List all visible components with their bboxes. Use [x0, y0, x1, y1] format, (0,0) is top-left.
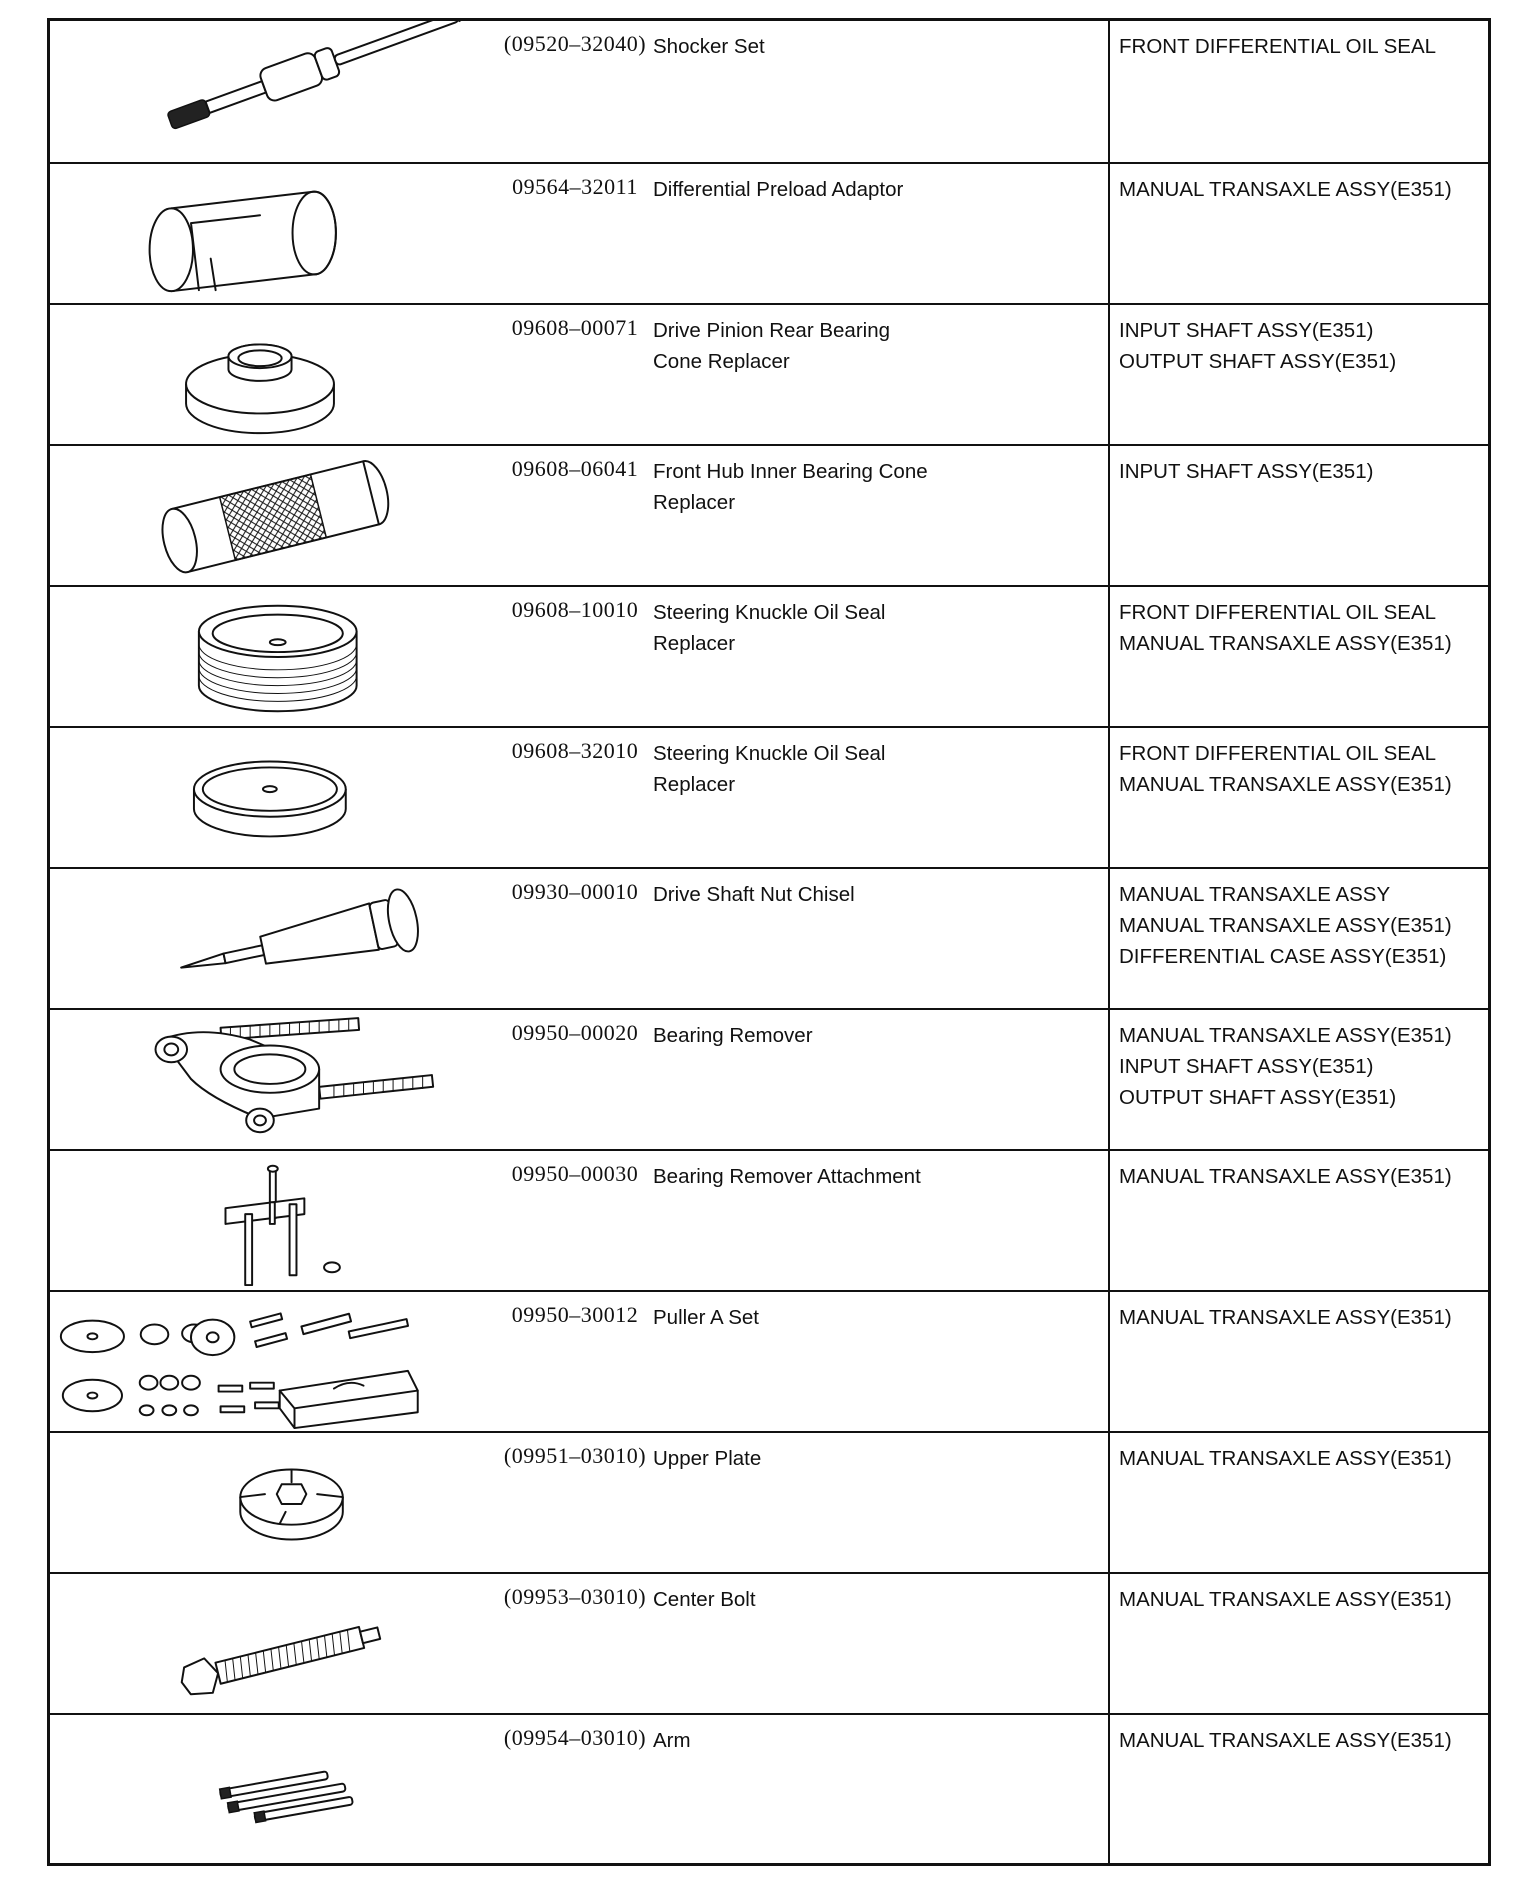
table-row: [50, 21, 1488, 162]
column-divider: [1108, 869, 1110, 1008]
table-row: [50, 867, 1488, 1008]
stepped-ring-icon: [50, 305, 470, 444]
usage-list: [1119, 1584, 1491, 1615]
part-number: (09954–03010): [503, 1725, 647, 1750]
knurled-cylinder-icon: [50, 446, 470, 585]
tool-name: Upper Plate: [653, 1447, 762, 1470]
puller-kit-icon: [50, 1292, 470, 1431]
threaded-cup-icon: [50, 587, 470, 726]
usage-item: MANUAL TRANSAXLE ASSY(E351): [1119, 1729, 1452, 1752]
table-row: [50, 585, 1488, 726]
usage-item: DIFFERENTIAL CASE ASSY(E351): [1119, 945, 1447, 968]
table-row: [50, 1572, 1488, 1713]
usage-list: [1119, 1161, 1491, 1192]
column-divider: [1108, 1433, 1110, 1572]
column-divider: [1108, 587, 1110, 726]
usage-list: [1119, 1020, 1491, 1113]
usage-item: FRONT DIFFERENTIAL OIL SEAL: [1119, 742, 1437, 765]
usage-item: OUTPUT SHAFT ASSY(E351): [1119, 1086, 1397, 1109]
tool-name: Arm: [653, 1729, 691, 1752]
usage-item: INPUT SHAFT ASSY(E351): [1119, 460, 1374, 483]
usage-list: [1119, 738, 1491, 800]
usage-list: [1119, 1443, 1491, 1474]
column-divider: [1108, 1151, 1110, 1290]
table-row: [50, 1290, 1488, 1431]
part-number: (09953–03010): [503, 1584, 647, 1609]
part-number: (09951–03010): [503, 1443, 647, 1468]
tool-name: Front Hub Inner Bearing Cone Replacer: [653, 460, 928, 514]
tool-name: Differential Preload Adaptor: [653, 178, 904, 201]
bearing-separator-icon: [50, 1010, 470, 1149]
table-row: [50, 162, 1488, 303]
table-row: [50, 1713, 1488, 1866]
column-divider: [1108, 21, 1110, 162]
usage-list: [1119, 174, 1491, 205]
usage-list: [1119, 456, 1491, 487]
part-number: 09950–00020: [511, 1020, 639, 1045]
usage-item: MANUAL TRANSAXLE ASSY(E351): [1119, 1588, 1452, 1611]
column-divider: [1108, 164, 1110, 303]
part-number: 09564–32011: [512, 174, 638, 199]
usage-list: [1119, 315, 1491, 377]
tool-name: Steering Knuckle Oil Seal Replacer: [653, 742, 886, 796]
puller-arms-icon: [50, 1715, 470, 1866]
tool-name: Drive Pinion Rear Bearing Cone Replacer: [653, 319, 891, 373]
part-number: 09608–06041: [511, 456, 639, 481]
usage-item: MANUAL TRANSAXLE ASSY(E351): [1119, 632, 1452, 655]
usage-item: MANUAL TRANSAXLE ASSY: [1119, 883, 1391, 906]
part-number: 09608–32010: [511, 738, 639, 763]
table-row: [50, 444, 1488, 585]
tool-name: Steering Knuckle Oil Seal Replacer: [653, 601, 886, 655]
usage-item: INPUT SHAFT ASSY(E351): [1119, 1055, 1374, 1078]
usage-item: MANUAL TRANSAXLE ASSY(E351): [1119, 1024, 1452, 1047]
column-divider: [1108, 728, 1110, 867]
split-sleeve-icon: [50, 164, 470, 303]
table-row: [50, 1149, 1488, 1290]
chisel-icon: [50, 869, 470, 1008]
usage-item: MANUAL TRANSAXLE ASSY(E351): [1119, 178, 1452, 201]
column-divider: [1108, 446, 1110, 585]
part-number: 09950–30012: [511, 1302, 639, 1327]
tool-name: Bearing Remover: [653, 1024, 813, 1047]
tool-name: Puller A Set: [653, 1306, 759, 1329]
center-bolt-icon: [50, 1574, 470, 1713]
table-row: [50, 1431, 1488, 1572]
usage-list: [1119, 879, 1491, 972]
usage-item: MANUAL TRANSAXLE ASSY(E351): [1119, 914, 1452, 937]
slide-hammer-icon: [50, 21, 470, 162]
usage-list: [1119, 597, 1491, 659]
column-divider: [1108, 1010, 1110, 1149]
puller-attachment-icon: [50, 1151, 470, 1290]
column-divider: [1108, 1715, 1110, 1866]
usage-item: INPUT SHAFT ASSY(E351): [1119, 319, 1374, 342]
column-divider: [1108, 1574, 1110, 1713]
slotted-plate-icon: [50, 1433, 470, 1572]
part-number: (09520–32040): [503, 31, 647, 56]
table-row: [50, 726, 1488, 867]
table-row: [50, 303, 1488, 444]
part-number: 09930–00010: [511, 879, 639, 904]
usage-list: [1119, 31, 1491, 62]
part-number: 09950–00030: [511, 1161, 639, 1186]
tool-name: Drive Shaft Nut Chisel: [653, 883, 855, 906]
usage-item: OUTPUT SHAFT ASSY(E351): [1119, 350, 1397, 373]
usage-list: [1119, 1302, 1491, 1333]
part-number: 09608–00071: [511, 315, 639, 340]
tool-name: Center Bolt: [653, 1588, 756, 1611]
usage-item: MANUAL TRANSAXLE ASSY(E351): [1119, 1306, 1452, 1329]
flat-disc-icon: [50, 728, 470, 867]
usage-list: [1119, 1725, 1491, 1756]
usage-item: MANUAL TRANSAXLE ASSY(E351): [1119, 773, 1452, 796]
usage-item: FRONT DIFFERENTIAL OIL SEAL: [1119, 601, 1437, 624]
usage-item: MANUAL TRANSAXLE ASSY(E351): [1119, 1447, 1452, 1470]
part-number: 09608–10010: [511, 597, 639, 622]
table-row: [50, 1008, 1488, 1149]
column-divider: [1108, 305, 1110, 444]
tool-name: Shocker Set: [653, 35, 765, 58]
column-divider: [1108, 1292, 1110, 1431]
usage-item: MANUAL TRANSAXLE ASSY(E351): [1119, 1165, 1452, 1188]
usage-item: FRONT DIFFERENTIAL OIL SEAL: [1119, 35, 1437, 58]
tool-name: Bearing Remover Attachment: [653, 1165, 921, 1188]
special-service-tools-table: [47, 18, 1491, 1866]
